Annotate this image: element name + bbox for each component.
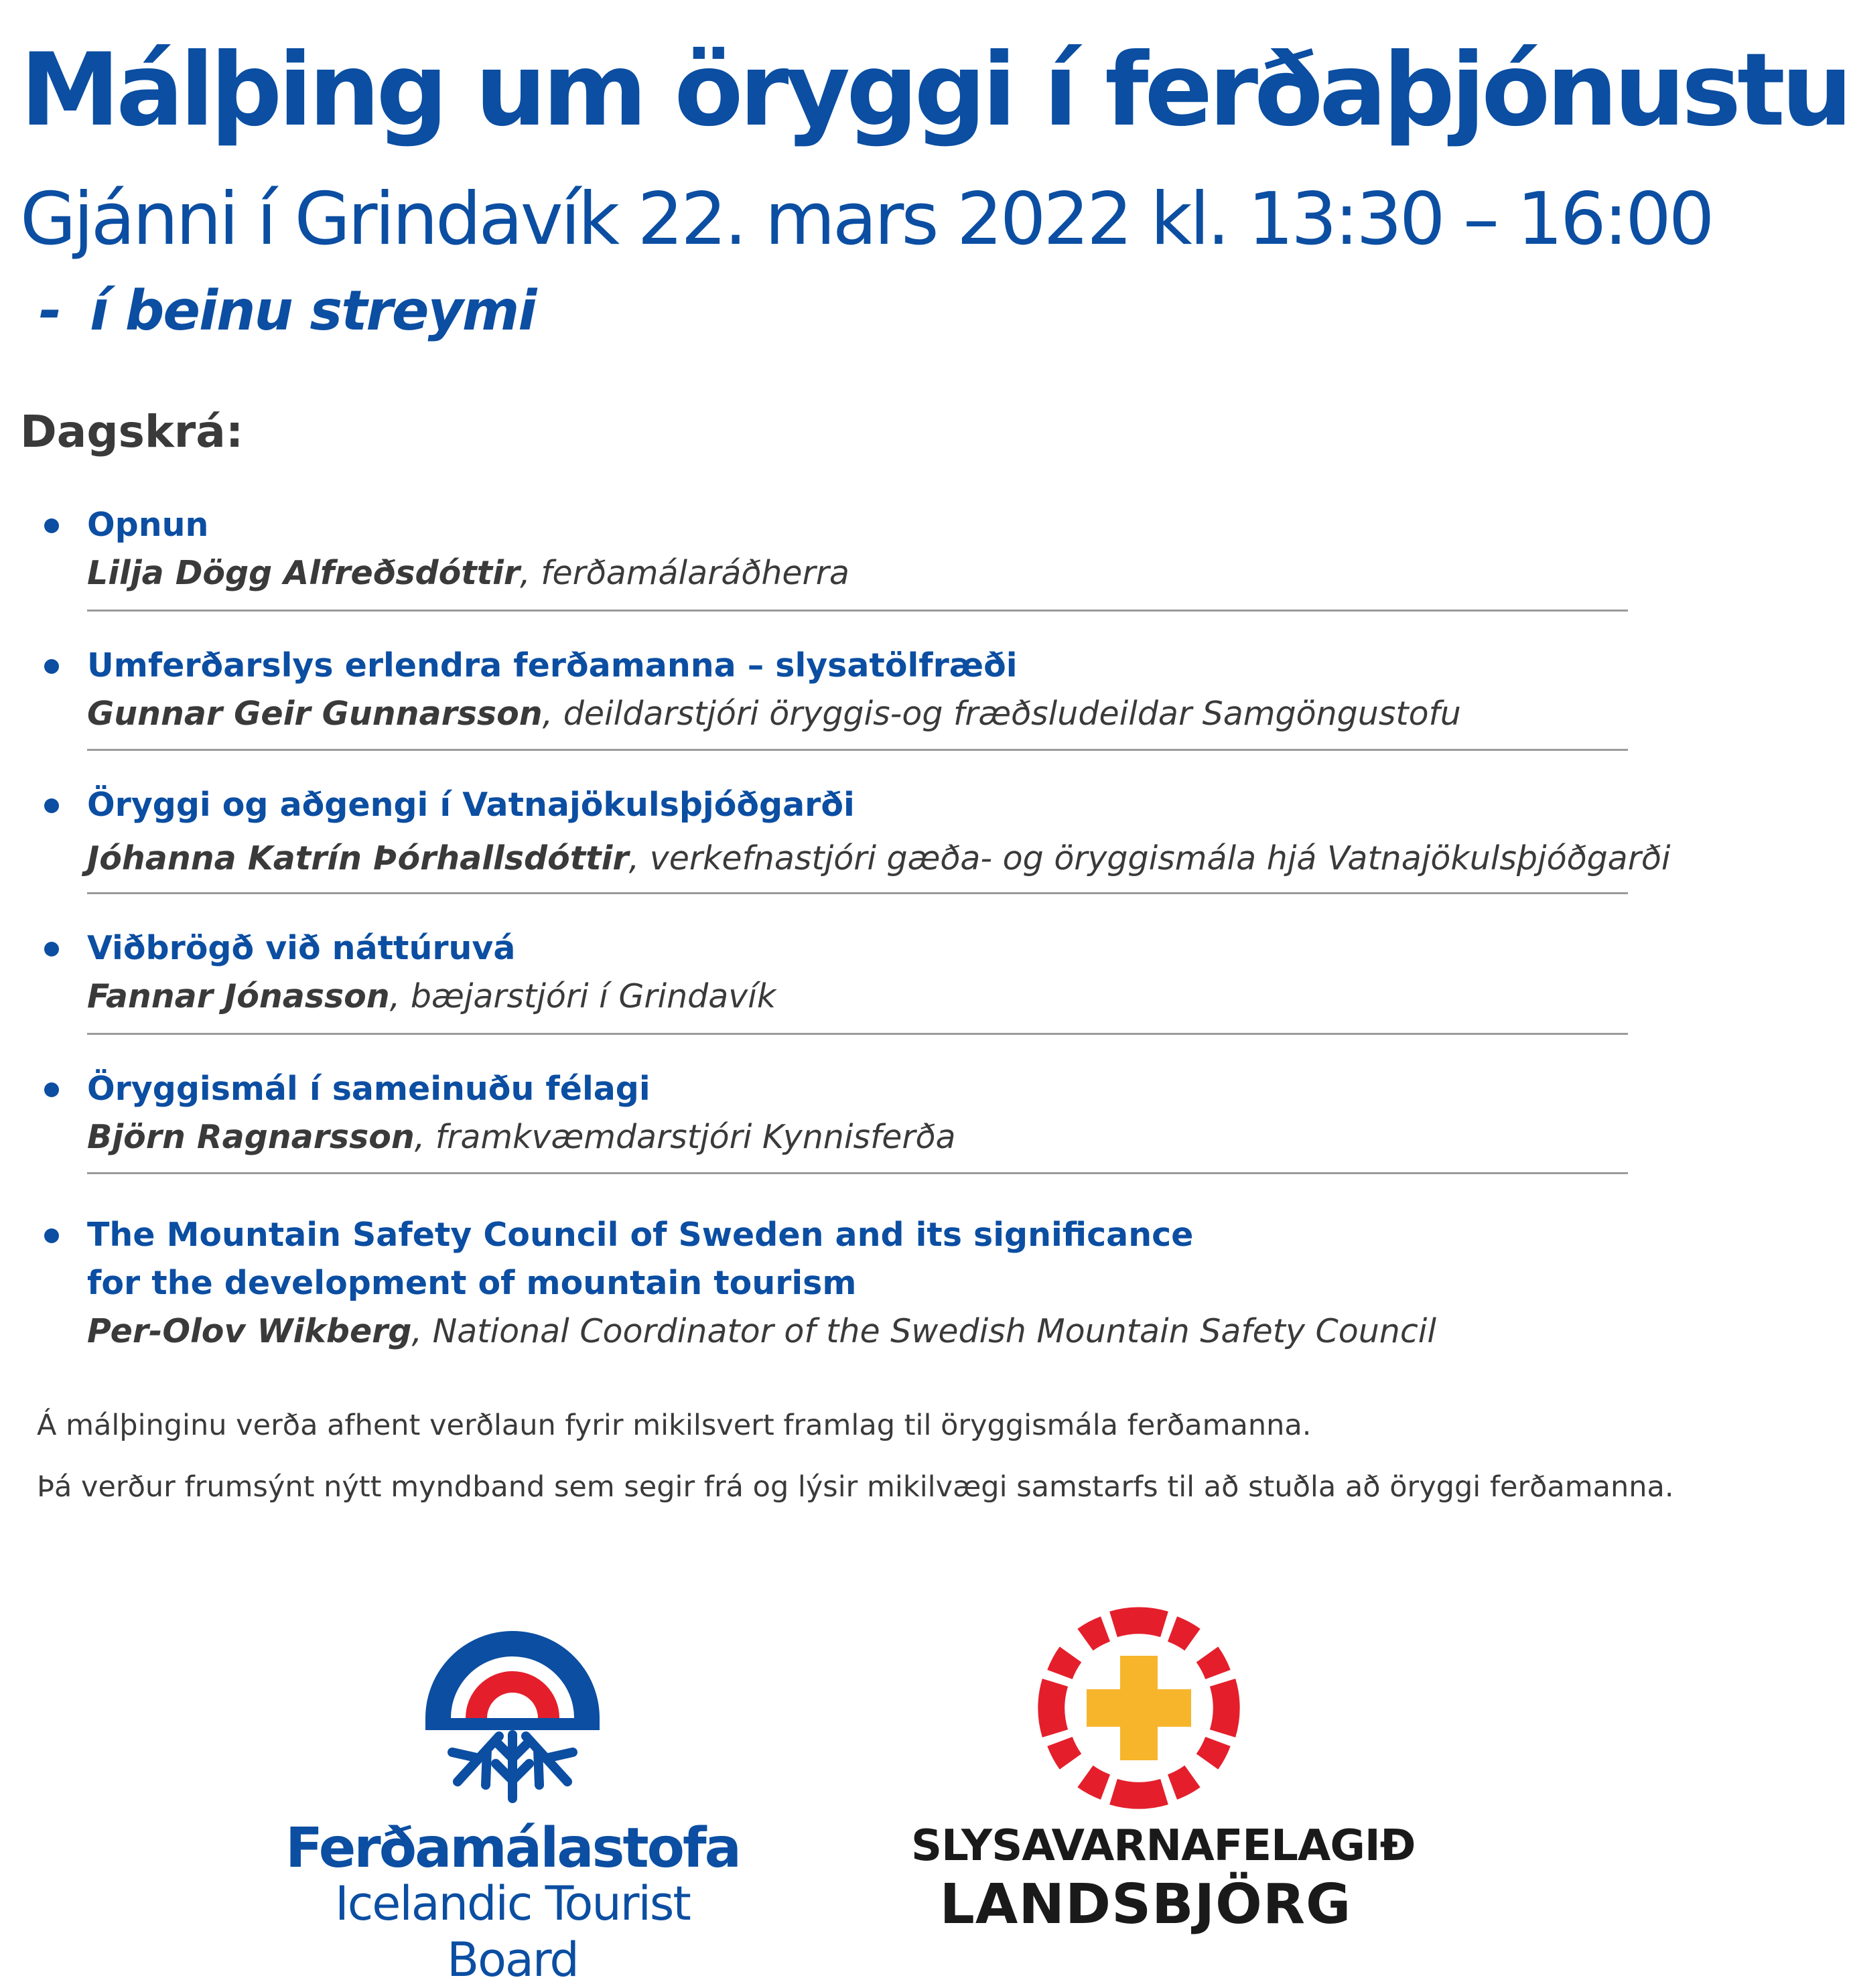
- bullet-icon: [44, 1082, 59, 1097]
- divider: [87, 749, 1628, 751]
- event-location-time: Gjánni í Grindavík 22. mars 2022 kl. 13:30 – 16:00: [20, 178, 1712, 261]
- speaker-name: Björn Ragnarsson: [87, 1118, 415, 1156]
- lifebuoy-cross-icon: [1038, 1608, 1239, 1808]
- page-title: Málþing um öryggi í ferðaþjónustu: [20, 32, 1849, 149]
- divider: [87, 892, 1628, 894]
- bullet-icon: [44, 518, 59, 533]
- speaker-role: , bæjarstjóri í Grindavík: [389, 977, 776, 1015]
- live-stream-note: [39, 275, 536, 348]
- speaker-role: , deildarstjóri öryggis-og fræðsludeildar Samgöngustofu: [542, 695, 1461, 733]
- agenda-item-speaker: [87, 973, 776, 1021]
- speaker-name: Per-Olov Wikberg: [87, 1312, 412, 1350]
- speaker-name: Fannar Jónasson: [87, 977, 390, 1015]
- agenda-heading: Dagskrá:: [20, 406, 244, 457]
- divider: [87, 1172, 1628, 1174]
- video-note: Þá verður frumsýnt nýtt myndband sem segir frá og lýsir mikilvægi samstarfs til að stuðla að öryggi ferðamanna.: [37, 1470, 1674, 1504]
- award-note: Á málþinginu verða afhent verðlaun fyrir mikilsvert framlag til öryggismála ferðamanna.: [37, 1409, 1312, 1442]
- stream-dash: -: [39, 279, 61, 343]
- bullet-icon: [44, 1228, 59, 1243]
- bullet-icon: [44, 942, 59, 956]
- agenda-item-speaker: [87, 1113, 956, 1161]
- stream-text: í beinu streymi: [90, 279, 536, 343]
- bullet-icon: [44, 798, 59, 813]
- divider: [87, 1033, 1628, 1035]
- agenda-item-title-continued: for the development of mountain tourism: [87, 1264, 857, 1302]
- landsbjorg-logo: [911, 1608, 1416, 1936]
- agenda-item-title: The Mountain Safety Council of Sweden and its significance: [87, 1216, 1194, 1254]
- tourist-board-name: Ferðamálastofa: [285, 1817, 740, 1880]
- agenda-item-title: Opnun: [87, 506, 209, 544]
- speaker-name: Lilja Dögg Alfreðsdóttir: [87, 554, 521, 592]
- speaker-role: , National Coordinator of the Swedish Mountain Safety Council: [411, 1312, 1437, 1350]
- agenda-item-speaker: [87, 690, 1461, 738]
- agenda-item-speaker: [87, 835, 1670, 883]
- agenda-item-speaker: [87, 1307, 1436, 1356]
- agenda-item-title: Öryggi og aðgengi í Vatnajökulsþjóðgarði: [87, 786, 855, 824]
- landsbjorg-line2: LANDSBJÖRG: [939, 1873, 1352, 1936]
- divider: [87, 610, 1628, 612]
- agenda-item-title: Öryggismál í sameinuðu félagi: [87, 1070, 650, 1108]
- speaker-role: , ferðamálaráðherra: [520, 554, 849, 592]
- tourist-board-logo: [271, 1621, 754, 1987]
- speaker-role: , verkefnastjóri gæða- og öryggismála hjá Vatnajökulsþjóðgarði: [628, 839, 1671, 877]
- agenda-item-speaker: [87, 549, 849, 597]
- bullet-icon: [44, 659, 59, 674]
- agenda-item-title: Umferðarslys erlendra ferðamanna – slysatölfræði: [87, 646, 1018, 685]
- tourist-board-subtitle: Icelandic Tourist Board: [335, 1876, 690, 1987]
- speaker-name: Gunnar Geir Gunnarsson: [87, 695, 543, 733]
- agenda-item-title: Viðbrögð við náttúruvá: [87, 929, 516, 967]
- speaker-role: , framkvæmdarstjóri Kynnisferða: [414, 1118, 956, 1156]
- landsbjorg-line1: SLYSAVARNAFELAGIÐ: [911, 1821, 1416, 1871]
- arch-snowflake-icon: [412, 1621, 613, 1808]
- speaker-name: Jóhanna Katrín Þórhallsdóttir: [87, 839, 629, 877]
